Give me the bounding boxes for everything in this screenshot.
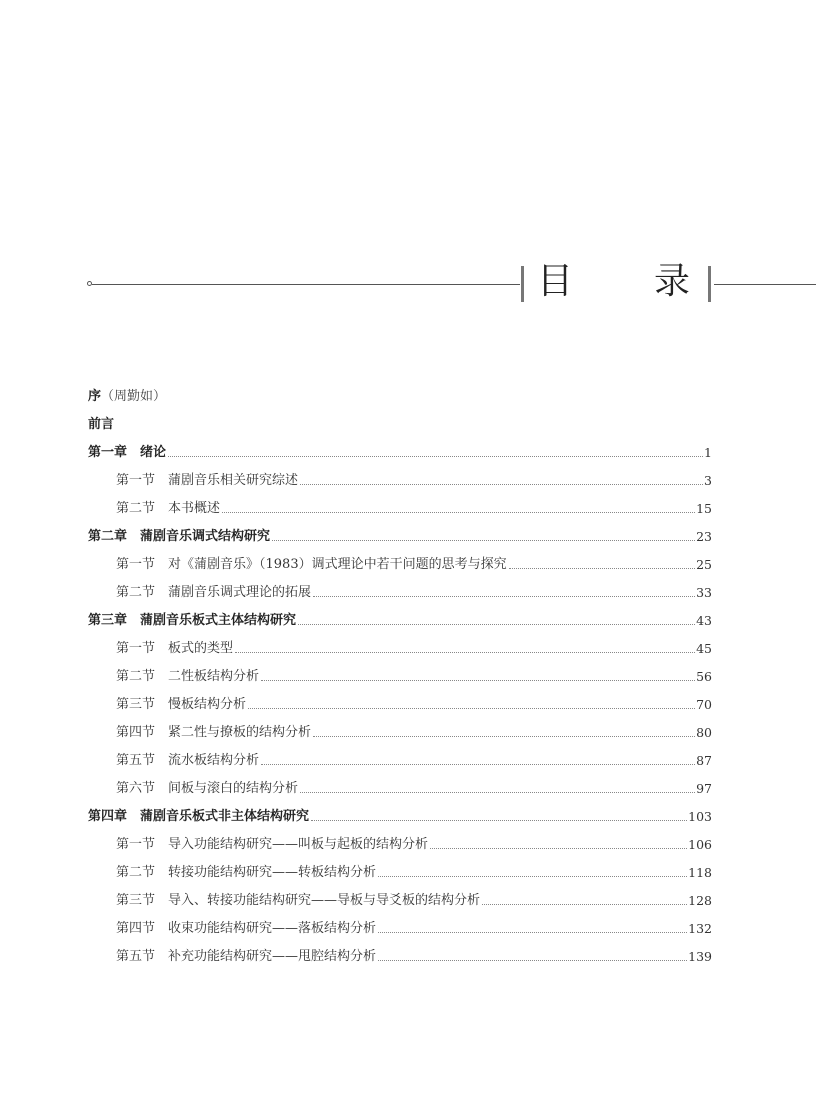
toc-leader-dots (378, 932, 687, 933)
toc-entry-title: 导入、转接功能结构研究——导板与导爻板的结构分析 (168, 893, 481, 908)
toc-section-entry[interactable] (116, 750, 712, 770)
toc-entry-title: 本书概述 (168, 501, 221, 516)
toc-leader-dots (378, 960, 687, 961)
header-bar-right (708, 266, 711, 302)
toc-section-entry[interactable] (116, 666, 712, 686)
toc-section-entry[interactable] (116, 694, 712, 714)
toc-entry-title: 板式的类型 (168, 641, 234, 656)
toc-page-number: 45 (696, 641, 712, 656)
toc-chapter-entry[interactable] (88, 526, 712, 546)
toc-entry-label: 第四节 (116, 725, 156, 740)
toc-entry-title: 转接功能结构研究——转板结构分析 (168, 865, 377, 880)
toc-page-number: 23 (696, 529, 712, 544)
toc-section-entry[interactable] (116, 946, 712, 966)
header-rule-left (92, 284, 520, 285)
toc-leader-dots (300, 792, 695, 793)
toc-section-entry[interactable] (116, 722, 712, 742)
toc-entry-label: 第六节 (116, 781, 156, 796)
toc-leader-dots (298, 624, 695, 625)
page-title-char-1: 目 (537, 261, 574, 302)
toc-entry-title: 导入功能结构研究——叫板与起板的结构分析 (168, 837, 429, 852)
toc-entry-title: 对《蒲剧音乐》（1983）调式理论中若干问题的思考与探究 (168, 557, 507, 572)
toc-entry-title: 补充功能结构研究——甩腔结构分析 (168, 949, 377, 964)
toc-entry-title: 慢板结构分析 (168, 697, 247, 712)
toc-leader-dots (313, 596, 695, 597)
toc-entry-label: 第二节 (116, 501, 156, 516)
toc-entry-title: 蒲剧音乐板式非主体结构研究 (140, 809, 310, 824)
toc-leader-dots (248, 708, 695, 709)
toc-page-number: 106 (688, 837, 712, 852)
toc-leader-dots (235, 652, 695, 653)
toc-section-entry[interactable] (116, 890, 712, 910)
toc-entry-label: 第三节 (116, 893, 156, 908)
toc-chapter-entry[interactable] (88, 610, 712, 630)
toc-entry-title: 间板与滚白的结构分析 (168, 781, 299, 796)
toc-leader-dots (168, 456, 703, 457)
toc-entry-title: 序 (88, 389, 102, 404)
toc-entry-title: 紧二性与撩板的结构分析 (168, 725, 312, 740)
toc-entry-label: 第五节 (116, 753, 156, 768)
toc-chapter-entry[interactable] (88, 442, 712, 462)
toc-entry-label: 第一节 (116, 837, 156, 852)
toc-section-entry[interactable] (116, 778, 712, 798)
toc-front-entry[interactable] (88, 386, 712, 406)
toc-section-entry[interactable] (116, 470, 712, 490)
toc-section-entry[interactable] (116, 554, 712, 574)
page-title-char-2: 录 (654, 261, 691, 302)
toc-page-number: 3 (704, 473, 712, 488)
toc-chapter-entry[interactable] (88, 806, 712, 826)
toc-entry-title: 蒲剧音乐板式主体结构研究 (140, 613, 297, 628)
toc-leader-dots (378, 876, 687, 877)
toc-entry-label: 第二节 (116, 669, 156, 684)
toc-leader-dots (313, 736, 695, 737)
toc-leader-dots (482, 904, 687, 905)
toc-section-entry[interactable] (116, 582, 712, 602)
toc-page-number: 33 (696, 585, 712, 600)
toc-entry-label: 第二节 (116, 585, 156, 600)
toc-entry-title: 绪论 (140, 445, 167, 460)
toc-leader-dots (272, 540, 695, 541)
toc-page-number: 132 (688, 921, 712, 936)
toc-page-number: 118 (688, 865, 712, 880)
toc-leader-dots (430, 848, 687, 849)
toc-page-number: 97 (696, 781, 712, 796)
toc-leader-dots (261, 680, 695, 681)
toc-entry-label: 第一节 (116, 473, 156, 488)
toc-entry-title: 前言 (88, 417, 115, 432)
toc-page-number: 43 (696, 613, 712, 628)
toc-page-number: 80 (696, 725, 712, 740)
toc-section-entry[interactable] (116, 918, 712, 938)
toc-page-number: 128 (688, 893, 712, 908)
toc-entry-label: 第一章 (88, 445, 128, 460)
toc-entry-label: 第四节 (116, 921, 156, 936)
toc-section-entry[interactable] (116, 834, 712, 854)
toc-entry-label: 第一节 (116, 557, 156, 572)
toc-entry-subtitle: （周勤如） (101, 389, 167, 404)
toc-page-number: 25 (696, 557, 712, 572)
toc-page-number: 70 (696, 697, 712, 712)
toc-entry-title: 蒲剧音乐调式结构研究 (140, 529, 271, 544)
toc-entry-title: 流水板结构分析 (168, 753, 260, 768)
toc-section-entry[interactable] (116, 862, 712, 882)
toc-leader-dots (300, 484, 703, 485)
toc-entry-title: 蒲剧音乐相关研究综述 (168, 473, 299, 488)
toc-page-number: 87 (696, 753, 712, 768)
toc-entry-title: 蒲剧音乐调式理论的拓展 (168, 585, 312, 600)
toc-page-number: 56 (696, 669, 712, 684)
toc-page-number: 103 (688, 809, 712, 824)
header-rule-right (714, 284, 816, 285)
toc-entry-label: 第三节 (116, 697, 156, 712)
toc-entry-title: 收束功能结构研究——落板结构分析 (168, 921, 377, 936)
toc-page-number: 1 (704, 445, 712, 460)
toc-section-entry[interactable] (116, 498, 712, 518)
toc-leader-dots (311, 820, 687, 821)
toc-front-entry[interactable] (88, 414, 712, 434)
toc-section-entry[interactable] (116, 638, 712, 658)
toc-entry-title: 二性板结构分析 (168, 669, 260, 684)
toc-page-number: 15 (696, 501, 712, 516)
toc-leader-dots (261, 764, 695, 765)
toc-entry-label: 第一节 (116, 641, 156, 656)
header-bar-left (521, 266, 524, 302)
toc-entry-label: 第四章 (88, 809, 128, 824)
toc-page-number: 139 (688, 949, 712, 964)
toc-entry-label: 第五节 (116, 949, 156, 964)
toc-entry-label: 第二章 (88, 529, 128, 544)
toc-entry-label: 第二节 (116, 865, 156, 880)
toc-leader-dots (222, 512, 695, 513)
toc-leader-dots (509, 568, 695, 569)
toc-entry-label: 第三章 (88, 613, 128, 628)
